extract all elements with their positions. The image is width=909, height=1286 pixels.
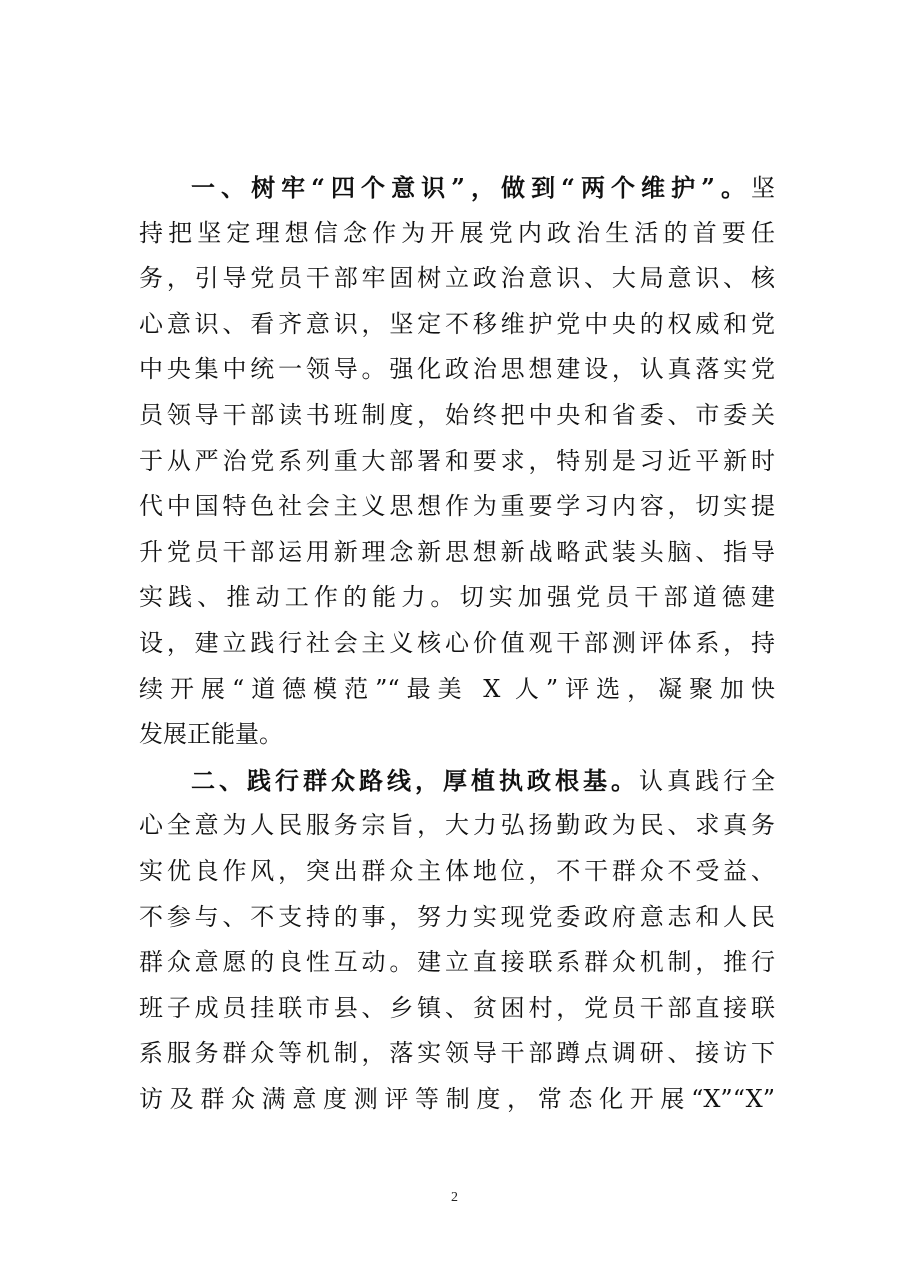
section1-heading: 一、树牢“四个意识”，做到“两个维护”。	[191, 173, 751, 202]
section1-line: 设，建立践行社会主义核心价值观干部测评体系，持	[139, 628, 775, 657]
section1-first-line-rest: 坚	[751, 174, 775, 202]
section2-line: 群众意愿的良性互动。建立直接联系群众机制，推行	[139, 948, 775, 977]
section2-line: 不参与、不支持的事，努力实现党委政府意志和人民	[139, 902, 775, 931]
section2-line: 访及群众满意度测评等制度，常态化开展“X”“X”	[139, 1084, 775, 1113]
section1-line: 员领导干部读书班制度，始终把中央和省委、市委关	[139, 400, 775, 429]
section1-line: 中央集中统一领导。强化政治思想建设，认真落实党	[139, 355, 775, 384]
section1-line: 代中国特色社会主义思想作为重要学习内容，切实提	[139, 492, 775, 521]
section2-first-line-rest: 认真践行全	[639, 766, 775, 795]
section2-line: 系服务群众等机制，落实领导干部蹲点调研、接访下	[139, 1039, 775, 1068]
section1-line: 实践、推动工作的能力。切实加强党员干部道德建	[139, 583, 775, 612]
page-number: 2	[451, 1190, 458, 1205]
section1-line: 持把坚定理想信念作为开展党内政治生活的首要任	[139, 218, 775, 247]
section2-line: 班子成员挂联市县、乡镇、贫困村，党员干部直接联	[139, 993, 775, 1022]
body-text	[139, 165, 775, 1122]
section1-line: 心意识、看齐意识，坚定不移维护党中央的权威和党	[139, 309, 775, 338]
section1-line: 升党员干部运用新理念新思想新战略武装头脑、指导	[139, 537, 775, 566]
section2-heading: 二、践行群众路线，厚植执政根基。	[191, 765, 639, 795]
section2-line: 心全意为人民服务宗旨，大力弘扬勤政为民、求真务	[139, 811, 775, 840]
section1-last-line: 发展正能量。	[139, 720, 283, 749]
section2-line: 实优良作风，突出群众主体地位，不干群众不受益、	[139, 856, 775, 885]
section1-line: 续开展“道德模范”“最美 X 人”评选，凝聚加快	[139, 674, 775, 703]
section2-first-line	[139, 758, 775, 804]
section1-line: 于从严治党系列重大部署和要求，特别是习近平新时	[139, 446, 775, 475]
section1-line: 务，引导党员干部牢固树立政治意识、大局意识、核	[139, 264, 775, 293]
section1-first-line	[139, 165, 775, 211]
